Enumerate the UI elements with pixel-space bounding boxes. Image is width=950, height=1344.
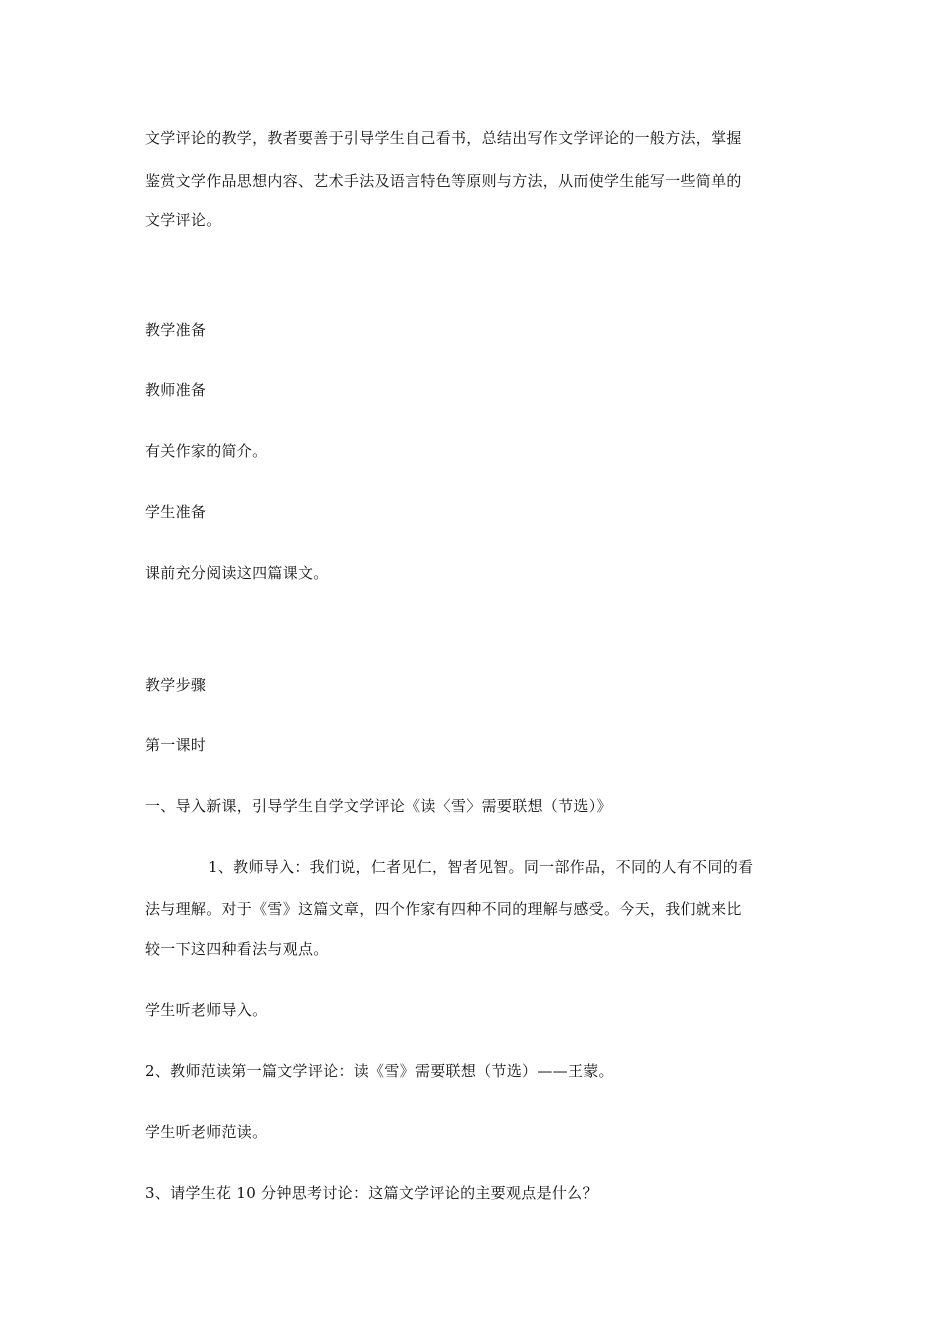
intro-paragraph-line-3: 文学评论。 [145, 211, 222, 229]
teacher-prep-text: 有关作家的简介。 [145, 442, 268, 460]
intro-paragraph-line-1: 文学评论的教学，教者要善于引导学生自己看书，总结出写作文学评论的一般方法，掌握 [145, 129, 742, 147]
step-two-student-activity: 学生听老师范读。 [145, 1123, 268, 1141]
step-one-student-activity: 学生听老师导入。 [145, 1001, 268, 1019]
teaching-steps-heading: 教学步骤 [145, 676, 207, 694]
teaching-prep-heading: 教学准备 [145, 321, 207, 339]
step-one-line-2: 法与理解。对于《雪》这篇文章，四个作家有四种不同的理解与感受。今天，我们就来比 [145, 900, 742, 918]
lesson-one-heading: 第一课时 [145, 736, 207, 754]
section-one-heading: 一、导入新课，引导学生自学文学评论《读〈雪〉需要联想（节选）》 [145, 797, 612, 815]
student-prep-heading: 学生准备 [145, 503, 207, 521]
teacher-prep-heading: 教师准备 [145, 381, 207, 399]
step-one-line-1: 1、教师导入：我们说，仁者见仁，智者见智。同一部作品，不同的人有不同的看 [208, 858, 754, 876]
step-three-text: 3、请学生花 10 分钟思考讨论：这篇文学评论的主要观点是什么？ [145, 1184, 598, 1202]
intro-paragraph-line-2: 鉴赏文学作品思想内容、艺术手法及语言特色等原则与方法，从而使学生能写一些简单的 [145, 172, 742, 190]
student-prep-text: 课前充分阅读这四篇课文。 [145, 564, 329, 582]
step-two-text: 2、教师范读第一篇文学评论：读《雪》需要联想（节选）——王蒙。 [145, 1062, 614, 1080]
step-one-line-3: 较一下这四种看法与观点。 [145, 940, 329, 958]
